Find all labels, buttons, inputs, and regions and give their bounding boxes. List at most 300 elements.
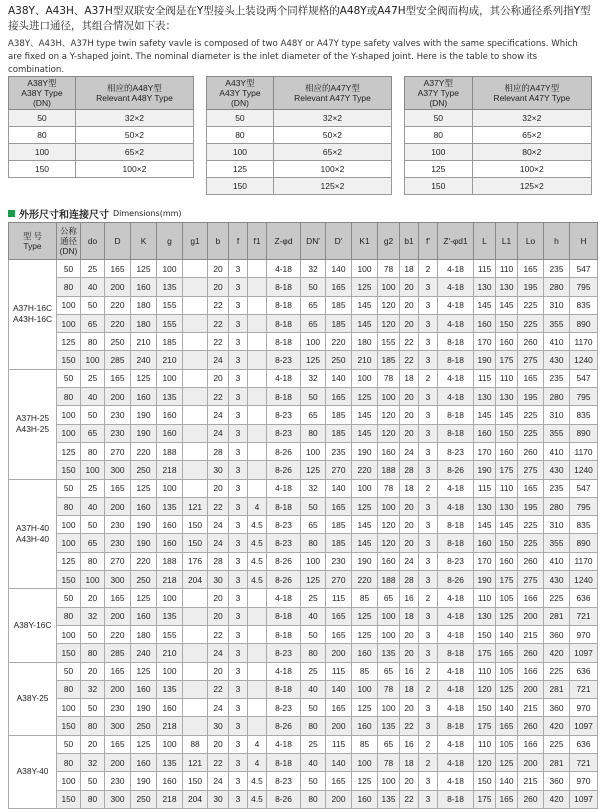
table-cell: 78 bbox=[378, 479, 400, 497]
table-cell: 185 bbox=[157, 333, 183, 351]
table-cell: 300 bbox=[105, 717, 131, 735]
table-cell: 3 bbox=[419, 790, 438, 808]
table-row bbox=[9, 607, 598, 625]
table-cell: 20 bbox=[400, 644, 419, 662]
table-cell: 2 bbox=[419, 369, 438, 387]
table-cell: 835 bbox=[570, 406, 598, 424]
table-cell: 225 bbox=[544, 662, 570, 680]
table-cell: 135 bbox=[157, 607, 183, 625]
table-cell: 4-18 bbox=[438, 680, 474, 698]
type-cell: A37H-25 A43H-25 bbox=[9, 369, 57, 479]
table-cell: 165 bbox=[326, 388, 352, 406]
table-cell: 50 bbox=[57, 369, 81, 387]
table-cell: 121 bbox=[183, 497, 208, 515]
table-cell: 360 bbox=[544, 772, 570, 790]
table-cell: 8-18 bbox=[438, 534, 474, 552]
table-cell bbox=[248, 333, 267, 351]
table-cell: 2 bbox=[419, 589, 438, 607]
table-row bbox=[405, 178, 592, 195]
table-cell: 2 bbox=[419, 260, 438, 278]
table-cell: 150 bbox=[496, 534, 518, 552]
table-cell: 18 bbox=[400, 369, 419, 387]
table-cell: 65 bbox=[301, 296, 326, 314]
table-cell: 2 bbox=[419, 735, 438, 753]
table-cell: 721 bbox=[570, 607, 598, 625]
table-cell: 145 bbox=[352, 296, 378, 314]
table-cell: 125 bbox=[131, 369, 157, 387]
table-cell: 120 bbox=[378, 296, 400, 314]
table-cell: 3 bbox=[229, 717, 248, 735]
table-cell: 125 bbox=[352, 625, 378, 643]
table-cell: 32 bbox=[81, 754, 105, 772]
table-cell: 130 bbox=[496, 497, 518, 515]
table-cell: 835 bbox=[570, 296, 598, 314]
table-cell: 160 bbox=[157, 424, 183, 442]
table-cell: 1240 bbox=[570, 461, 598, 479]
table-cell: 65×2 bbox=[472, 127, 591, 144]
table-row bbox=[9, 369, 598, 387]
table-cell: 18 bbox=[400, 479, 419, 497]
table-cell: 8-18 bbox=[438, 351, 474, 369]
table-cell: 22 bbox=[208, 680, 229, 698]
table-cell: 3 bbox=[419, 296, 438, 314]
table-row bbox=[9, 534, 598, 552]
table-cell: 250 bbox=[105, 333, 131, 351]
table-cell: 150 bbox=[57, 461, 81, 479]
table-cell: 100 bbox=[157, 369, 183, 387]
table-cell bbox=[248, 406, 267, 424]
table-cell: 80 bbox=[301, 644, 326, 662]
table-cell: 8-26 bbox=[267, 552, 301, 570]
table-cell: 50 bbox=[301, 699, 326, 717]
table-cell: 165 bbox=[105, 662, 131, 680]
table-cell: 3 bbox=[229, 497, 248, 515]
table-cell: 220 bbox=[131, 552, 157, 570]
table-cell bbox=[248, 680, 267, 698]
table-cell: 125 bbox=[352, 772, 378, 790]
table-cell: 140 bbox=[496, 625, 518, 643]
table-cell: 3 bbox=[229, 479, 248, 497]
table-cell: 188 bbox=[157, 552, 183, 570]
table-cell: 85 bbox=[352, 662, 378, 680]
column-header: A37Y型 A37Y Type (DN) bbox=[405, 77, 473, 110]
table-cell: 100 bbox=[57, 296, 81, 314]
table-cell: 120 bbox=[474, 754, 496, 772]
table-cell: 140 bbox=[496, 699, 518, 717]
table-cell: 890 bbox=[570, 424, 598, 442]
table-cell: 190 bbox=[352, 552, 378, 570]
table-cell: 165 bbox=[518, 260, 544, 278]
table-cell: 85 bbox=[352, 735, 378, 753]
table-cell: 20 bbox=[208, 589, 229, 607]
table-cell: 100 bbox=[378, 388, 400, 406]
table-cell: 150 bbox=[496, 314, 518, 332]
table-cell bbox=[183, 351, 208, 369]
table-cell: 80 bbox=[81, 717, 105, 735]
table-cell: 50 bbox=[207, 110, 274, 127]
table-cell: 135 bbox=[378, 717, 400, 735]
table-cell: 50 bbox=[301, 278, 326, 296]
table-cell: 3 bbox=[229, 333, 248, 351]
table-cell: 225 bbox=[518, 424, 544, 442]
table-cell: 8-26 bbox=[267, 571, 301, 589]
table-cell: 2 bbox=[419, 479, 438, 497]
table-cell: 3 bbox=[419, 278, 438, 296]
table-cell: 50 bbox=[81, 406, 105, 424]
table-cell: 100 bbox=[81, 461, 105, 479]
table-cell: 50 bbox=[57, 662, 81, 680]
table-row bbox=[9, 680, 598, 698]
table-cell: 110 bbox=[496, 260, 518, 278]
table-cell: 155 bbox=[157, 296, 183, 314]
table-cell: 24 bbox=[208, 424, 229, 442]
table-row bbox=[9, 388, 598, 406]
table-row bbox=[9, 571, 598, 589]
table-cell: 50 bbox=[81, 772, 105, 790]
table-row bbox=[9, 406, 598, 424]
table-cell: 1170 bbox=[570, 552, 598, 570]
table-row bbox=[9, 161, 194, 178]
table-cell: 260 bbox=[518, 644, 544, 662]
table-cell: 215 bbox=[518, 699, 544, 717]
column-header: Lo bbox=[518, 223, 544, 260]
combination-table-a37y bbox=[404, 76, 592, 195]
table-cell: 4-18 bbox=[438, 369, 474, 387]
table-cell: 135 bbox=[157, 278, 183, 296]
column-header: do bbox=[81, 223, 105, 260]
table-cell: 100 bbox=[352, 479, 378, 497]
table-cell: 80 bbox=[57, 278, 81, 296]
table-cell: 220 bbox=[352, 461, 378, 479]
table-cell bbox=[183, 406, 208, 424]
table-cell: 188 bbox=[378, 461, 400, 479]
table-cell: 185 bbox=[378, 351, 400, 369]
table-cell bbox=[248, 589, 267, 607]
table-cell: 120 bbox=[378, 534, 400, 552]
table-cell: 125 bbox=[496, 680, 518, 698]
table-cell: 50 bbox=[9, 110, 76, 127]
table-cell: 240 bbox=[131, 644, 157, 662]
table-cell: 140 bbox=[326, 369, 352, 387]
table-cell: 20 bbox=[208, 278, 229, 296]
table-row bbox=[207, 127, 392, 144]
table-cell: 230 bbox=[105, 516, 131, 534]
table-cell: 240 bbox=[131, 351, 157, 369]
table-cell: 410 bbox=[544, 333, 570, 351]
table-cell: 165 bbox=[496, 644, 518, 662]
table-cell: 3 bbox=[229, 278, 248, 296]
table-cell: 125 bbox=[301, 351, 326, 369]
table-cell: 100 bbox=[157, 479, 183, 497]
table-cell: 145 bbox=[352, 314, 378, 332]
table-cell: 8-18 bbox=[438, 790, 474, 808]
table-cell: 270 bbox=[105, 442, 131, 460]
table-cell: 8-26 bbox=[267, 790, 301, 808]
table-cell: 125 bbox=[131, 260, 157, 278]
table-cell: 3 bbox=[229, 754, 248, 772]
table-cell: 125 bbox=[405, 161, 473, 178]
table-cell: 220 bbox=[105, 296, 131, 314]
table-cell: 4-18 bbox=[438, 479, 474, 497]
table-cell: 130 bbox=[496, 388, 518, 406]
table-cell: 145 bbox=[474, 296, 496, 314]
table-cell: 150 bbox=[474, 772, 496, 790]
table-cell: 210 bbox=[131, 333, 157, 351]
table-cell bbox=[183, 314, 208, 332]
table-cell: 3 bbox=[229, 406, 248, 424]
table-cell: 230 bbox=[105, 534, 131, 552]
table-cell: 225 bbox=[544, 589, 570, 607]
table-cell: 3 bbox=[229, 772, 248, 790]
table-cell: 300 bbox=[105, 571, 131, 589]
table-cell: 100 bbox=[378, 625, 400, 643]
table-cell bbox=[248, 278, 267, 296]
table-cell: 50 bbox=[57, 735, 81, 753]
table-row bbox=[405, 127, 592, 144]
table-cell: 100 bbox=[405, 144, 473, 161]
table-row bbox=[9, 772, 598, 790]
table-cell: 20 bbox=[208, 260, 229, 278]
table-cell: 2 bbox=[419, 662, 438, 680]
table-cell: 190 bbox=[131, 406, 157, 424]
column-header: 相应的A47Y型 Relevant A47Y Type bbox=[472, 77, 591, 110]
table-cell: 32×2 bbox=[472, 110, 591, 127]
table-cell: 4-18 bbox=[267, 479, 301, 497]
table-cell: 8-23 bbox=[267, 424, 301, 442]
table-cell: 100 bbox=[352, 369, 378, 387]
table-cell: 165 bbox=[105, 479, 131, 497]
table-cell: 4-18 bbox=[438, 296, 474, 314]
green-square-icon bbox=[8, 210, 15, 217]
table-cell: 80 bbox=[81, 333, 105, 351]
header-row bbox=[9, 77, 194, 110]
table-cell bbox=[248, 461, 267, 479]
table-cell: 1097 bbox=[570, 790, 598, 808]
table-cell: 160 bbox=[157, 772, 183, 790]
table-cell: 200 bbox=[326, 644, 352, 662]
table-cell: 3 bbox=[229, 662, 248, 680]
table-cell: 100 bbox=[57, 534, 81, 552]
table-cell: 40 bbox=[81, 388, 105, 406]
table-cell bbox=[248, 388, 267, 406]
column-header: L bbox=[474, 223, 496, 260]
table-cell: 220 bbox=[352, 571, 378, 589]
table-cell: 24 bbox=[400, 552, 419, 570]
table-cell: 80 bbox=[301, 790, 326, 808]
table-cell: 22 bbox=[400, 790, 419, 808]
column-header: D' bbox=[326, 223, 352, 260]
table-cell: 50 bbox=[301, 497, 326, 515]
table-row bbox=[9, 497, 598, 515]
table-cell: 165 bbox=[496, 790, 518, 808]
table-cell: 260 bbox=[518, 717, 544, 735]
table-row bbox=[9, 479, 598, 497]
table-cell: 200 bbox=[326, 717, 352, 735]
table-cell: 2 bbox=[419, 680, 438, 698]
table-cell: 3 bbox=[229, 369, 248, 387]
table-cell: 8-26 bbox=[267, 717, 301, 735]
table-cell: 8-23 bbox=[267, 516, 301, 534]
table-cell: 25 bbox=[81, 260, 105, 278]
table-cell: 890 bbox=[570, 534, 598, 552]
table-row bbox=[207, 178, 392, 195]
table-cell: 80 bbox=[9, 127, 76, 144]
column-header: DN' bbox=[301, 223, 326, 260]
table-cell: 28 bbox=[208, 552, 229, 570]
table-cell: 100 bbox=[57, 424, 81, 442]
table-cell: 4 bbox=[248, 735, 267, 753]
table-cell: 235 bbox=[544, 260, 570, 278]
table-cell bbox=[183, 717, 208, 735]
table-cell: 410 bbox=[544, 442, 570, 460]
table-cell: 100×2 bbox=[273, 161, 391, 178]
table-row bbox=[405, 110, 592, 127]
table-cell: 3 bbox=[229, 607, 248, 625]
table-cell bbox=[183, 424, 208, 442]
table-cell: 80 bbox=[57, 388, 81, 406]
table-cell: 190 bbox=[474, 461, 496, 479]
table-cell: 180 bbox=[131, 625, 157, 643]
table-cell: 65 bbox=[81, 424, 105, 442]
table-cell: 160 bbox=[131, 607, 157, 625]
table-cell bbox=[183, 680, 208, 698]
table-cell: 20 bbox=[400, 516, 419, 534]
table-cell bbox=[183, 388, 208, 406]
table-cell: 8-18 bbox=[267, 607, 301, 625]
type-cell: A38Y-25 bbox=[9, 662, 57, 735]
header-row bbox=[9, 223, 598, 260]
table-cell: 20 bbox=[400, 534, 419, 552]
table-cell: 135 bbox=[157, 680, 183, 698]
table-cell: 166 bbox=[518, 662, 544, 680]
table-cell: 125 bbox=[57, 552, 81, 570]
table-cell bbox=[248, 699, 267, 717]
table-cell: 175 bbox=[496, 351, 518, 369]
table-cell: 65 bbox=[301, 516, 326, 534]
table-cell: 3 bbox=[419, 424, 438, 442]
table-cell: 150 bbox=[9, 161, 76, 178]
table-cell: 100 bbox=[352, 260, 378, 278]
table-cell: 3 bbox=[229, 442, 248, 460]
table-row bbox=[9, 589, 598, 607]
table-cell: 4-18 bbox=[438, 699, 474, 717]
table-cell: 100 bbox=[157, 589, 183, 607]
table-cell: 1097 bbox=[570, 717, 598, 735]
column-header: A38Y型 A38Y Type (DN) bbox=[9, 77, 76, 110]
table-cell bbox=[183, 479, 208, 497]
table-cell: 410 bbox=[544, 552, 570, 570]
table-cell: 190 bbox=[474, 351, 496, 369]
table-cell: 547 bbox=[570, 369, 598, 387]
type-cell: A37H-16C A43H-16C bbox=[9, 260, 57, 370]
table-cell: 150 bbox=[57, 717, 81, 735]
table-cell: 200 bbox=[518, 607, 544, 625]
table-cell: 100 bbox=[207, 144, 274, 161]
table-cell: 3 bbox=[229, 461, 248, 479]
table-cell: 8-18 bbox=[438, 424, 474, 442]
table-cell: 215 bbox=[518, 625, 544, 643]
table-cell: 50 bbox=[81, 296, 105, 314]
table-cell: 24 bbox=[208, 772, 229, 790]
table-cell: 170 bbox=[474, 552, 496, 570]
table-cell: 4.5 bbox=[248, 534, 267, 552]
table-cell: 795 bbox=[570, 497, 598, 515]
table-cell: 165 bbox=[105, 735, 131, 753]
table-cell: 4-18 bbox=[438, 607, 474, 625]
table-cell: 204 bbox=[183, 571, 208, 589]
table-cell: 165 bbox=[326, 278, 352, 296]
table-cell: 100 bbox=[157, 662, 183, 680]
table-cell: 140 bbox=[326, 680, 352, 698]
table-cell: 125 bbox=[352, 699, 378, 717]
table-cell: 165 bbox=[105, 369, 131, 387]
table-cell: 3 bbox=[419, 552, 438, 570]
table-cell: 4.5 bbox=[248, 772, 267, 790]
table-cell: 260 bbox=[518, 442, 544, 460]
table-cell: 130 bbox=[474, 278, 496, 296]
table-cell: 176 bbox=[183, 552, 208, 570]
table-cell: 125 bbox=[207, 161, 274, 178]
table-cell: 65 bbox=[378, 589, 400, 607]
table-cell: 3 bbox=[419, 571, 438, 589]
table-cell: 20 bbox=[208, 662, 229, 680]
table-cell: 260 bbox=[518, 552, 544, 570]
table-cell: 32×2 bbox=[273, 110, 391, 127]
table-cell: 8-18 bbox=[267, 314, 301, 332]
table-cell bbox=[248, 717, 267, 735]
table-row bbox=[9, 260, 598, 278]
table-cell: 22 bbox=[400, 333, 419, 351]
table-cell: 18 bbox=[400, 754, 419, 772]
table-cell bbox=[248, 296, 267, 314]
table-cell: 4-18 bbox=[438, 772, 474, 790]
table-cell: 120 bbox=[474, 680, 496, 698]
table-cell: 100 bbox=[57, 772, 81, 790]
table-row bbox=[9, 754, 598, 772]
column-header: K bbox=[131, 223, 157, 260]
table-cell: 175 bbox=[474, 790, 496, 808]
table-cell: 130 bbox=[474, 607, 496, 625]
table-cell: 40 bbox=[301, 607, 326, 625]
table-row bbox=[9, 461, 598, 479]
table-cell: 150 bbox=[57, 351, 81, 369]
table-cell: 8-18 bbox=[438, 516, 474, 534]
table-cell: 25 bbox=[301, 589, 326, 607]
table-cell: 165 bbox=[326, 497, 352, 515]
table-cell: 50 bbox=[301, 772, 326, 790]
table-cell: 8-23 bbox=[267, 406, 301, 424]
table-cell: 8-18 bbox=[438, 406, 474, 424]
table-cell: 200 bbox=[105, 278, 131, 296]
table-cell: 145 bbox=[352, 406, 378, 424]
table-cell bbox=[183, 278, 208, 296]
table-cell: 150 bbox=[57, 644, 81, 662]
table-cell: 3 bbox=[419, 406, 438, 424]
table-cell: 4-18 bbox=[438, 589, 474, 607]
table-cell: 281 bbox=[544, 754, 570, 772]
table-cell: 22 bbox=[208, 625, 229, 643]
table-cell: 3 bbox=[419, 772, 438, 790]
table-cell: 130 bbox=[474, 497, 496, 515]
table-cell: 3 bbox=[229, 699, 248, 717]
table-cell: 3 bbox=[419, 314, 438, 332]
table-cell: 100 bbox=[9, 144, 76, 161]
table-cell: 190 bbox=[131, 534, 157, 552]
table-cell: 80 bbox=[57, 754, 81, 772]
table-cell: 3 bbox=[229, 571, 248, 589]
table-cell: 260 bbox=[518, 790, 544, 808]
table-cell: 125 bbox=[131, 662, 157, 680]
